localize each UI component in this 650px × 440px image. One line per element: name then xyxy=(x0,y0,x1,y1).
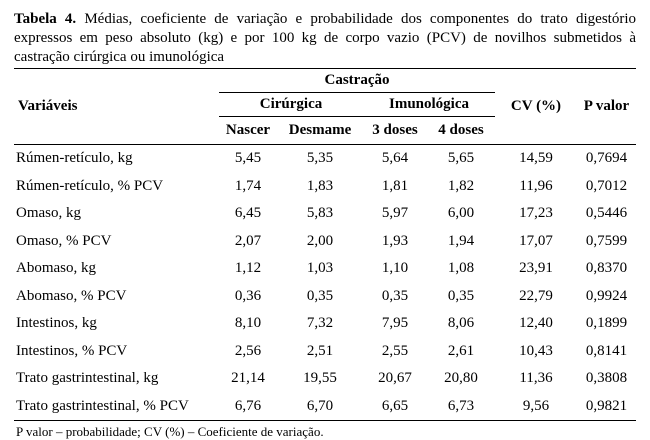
table-row xyxy=(14,200,636,228)
table-row xyxy=(14,365,636,393)
cell-cv: 23,91 xyxy=(519,260,553,277)
cell-3-doses: 20,67 xyxy=(378,370,412,387)
cell-desmame: 6,70 xyxy=(277,393,363,421)
cell-4-doses: 6,73 xyxy=(427,393,495,421)
cell-3-doses: 7,95 xyxy=(381,315,409,332)
cell-4-doses: 5,65 xyxy=(447,150,475,167)
cell-cv: 12,40 xyxy=(519,315,553,332)
cell-3-doses: 1,81 xyxy=(381,177,409,194)
header-nascer: Nascer xyxy=(219,117,277,145)
table-row xyxy=(14,283,636,311)
caption-text: Médias, coeficiente de variação e probabilidade dos componentes do trato digestório expressos em peso absoluto (kg) e por 100 kg de corpo vazio (PCV) de novilhos submetidos à castração cirúrgica ou imunológica xyxy=(14,11,636,65)
cell-3-doses: 5,64 xyxy=(381,150,409,167)
row-label: Rúmen-retículo, % PCV xyxy=(16,177,164,194)
cell-pvalor: 0,8141 xyxy=(585,342,628,359)
cell-nascer: 6,45 xyxy=(234,205,262,222)
row-label: Intestinos, kg xyxy=(16,315,97,332)
cell-4-doses: 0,35 xyxy=(447,287,475,304)
cell-4-doses: 2,61 xyxy=(447,342,475,359)
cell-nascer: 2,56 xyxy=(234,342,262,359)
cell-pvalor: 0,8370 xyxy=(585,260,628,277)
row-label: Intestinos, % PCV xyxy=(16,342,128,359)
table-row xyxy=(14,255,636,283)
cell-3-doses: 2,55 xyxy=(381,342,409,359)
cell-3-doses: 0,35 xyxy=(381,287,409,304)
cell-4-doses: 20,80 xyxy=(444,370,478,387)
cell-cv: 9,56 xyxy=(495,393,577,421)
cell-desmame: 19,55 xyxy=(303,370,337,387)
table-row xyxy=(14,310,636,338)
row-label: Rúmen-retículo, kg xyxy=(16,150,133,167)
cell-nascer: 8,10 xyxy=(234,315,262,332)
cell-cv: 17,23 xyxy=(519,205,553,222)
cell-nascer: 5,45 xyxy=(234,150,262,167)
cell-4-doses: 8,06 xyxy=(447,315,475,332)
cell-pvalor: 0,9924 xyxy=(585,287,628,304)
table-row xyxy=(14,145,636,173)
cell-desmame: 5,35 xyxy=(306,150,334,167)
row-label: Trato gastrintestinal, % PCV xyxy=(14,393,219,421)
cell-desmame: 1,03 xyxy=(306,260,334,277)
caption-label: Tabela 4. xyxy=(14,11,77,27)
cell-cv: 11,96 xyxy=(519,177,553,194)
cell-3-doses: 5,97 xyxy=(381,205,409,222)
cell-3-doses: 1,10 xyxy=(381,260,409,277)
table-row xyxy=(14,228,636,256)
cell-pvalor: 0,1899 xyxy=(585,315,628,332)
header-variaveis: Variáveis xyxy=(14,69,219,145)
table-row xyxy=(14,173,636,201)
cell-nascer: 1,12 xyxy=(234,260,262,277)
cell-nascer: 1,74 xyxy=(234,177,262,194)
table-footnote: P valor – probabilidade; CV (%) – Coeficiente de variação. xyxy=(16,424,324,439)
cell-4-doses: 1,08 xyxy=(447,260,475,277)
cell-nascer: 2,07 xyxy=(234,232,262,249)
row-label: Abomaso, % PCV xyxy=(16,287,127,304)
row-label: Trato gastrintestinal, kg xyxy=(16,370,159,387)
cell-desmame: 7,32 xyxy=(306,315,334,332)
cell-pvalor: 0,7694 xyxy=(585,150,628,167)
cell-nascer: 0,36 xyxy=(234,287,262,304)
cell-3-doses: 1,93 xyxy=(381,232,409,249)
cell-desmame: 2,00 xyxy=(306,232,334,249)
row-label: Omaso, kg xyxy=(16,205,81,222)
header-pvalor: P valor xyxy=(577,69,636,145)
header-cirurgica: Cirúrgica xyxy=(219,93,363,117)
table-header xyxy=(14,69,636,145)
cell-4-doses: 6,00 xyxy=(447,205,475,222)
header-cv: CV (%) xyxy=(495,69,577,145)
cell-cv: 17,07 xyxy=(519,232,553,249)
cell-pvalor: 0,3808 xyxy=(585,370,628,387)
table-body xyxy=(14,145,636,421)
data-table xyxy=(14,68,636,421)
table-caption xyxy=(14,10,636,67)
cell-pvalor: 0,7012 xyxy=(585,177,628,194)
table-row xyxy=(14,393,636,421)
cell-cv: 22,79 xyxy=(519,287,553,304)
cell-desmame: 5,83 xyxy=(306,205,334,222)
header-imunologica: Imunológica xyxy=(363,93,495,117)
row-label: Abomaso, kg xyxy=(16,260,96,277)
cell-cv: 14,59 xyxy=(519,150,553,167)
header-3-doses: 3 doses xyxy=(363,117,427,145)
cell-4-doses: 1,82 xyxy=(447,177,475,194)
cell-nascer: 21,14 xyxy=(231,370,265,387)
header-desmame: Desmame xyxy=(277,117,363,145)
cell-pvalor: 0,9821 xyxy=(577,393,636,421)
cell-pvalor: 0,5446 xyxy=(585,205,628,222)
cell-cv: 10,43 xyxy=(519,342,553,359)
header-4-doses: 4 doses xyxy=(427,117,495,145)
cell-3-doses: 6,65 xyxy=(363,393,427,421)
cell-pvalor: 0,7599 xyxy=(585,232,628,249)
cell-cv: 11,36 xyxy=(519,370,553,387)
row-label: Omaso, % PCV xyxy=(16,232,112,249)
table-row xyxy=(14,338,636,366)
cell-desmame: 0,35 xyxy=(306,287,334,304)
cell-desmame: 1,83 xyxy=(306,177,334,194)
cell-4-doses: 1,94 xyxy=(447,232,475,249)
cell-desmame: 2,51 xyxy=(306,342,334,359)
header-castracao: Castração xyxy=(219,69,495,93)
cell-nascer: 6,76 xyxy=(219,393,277,421)
